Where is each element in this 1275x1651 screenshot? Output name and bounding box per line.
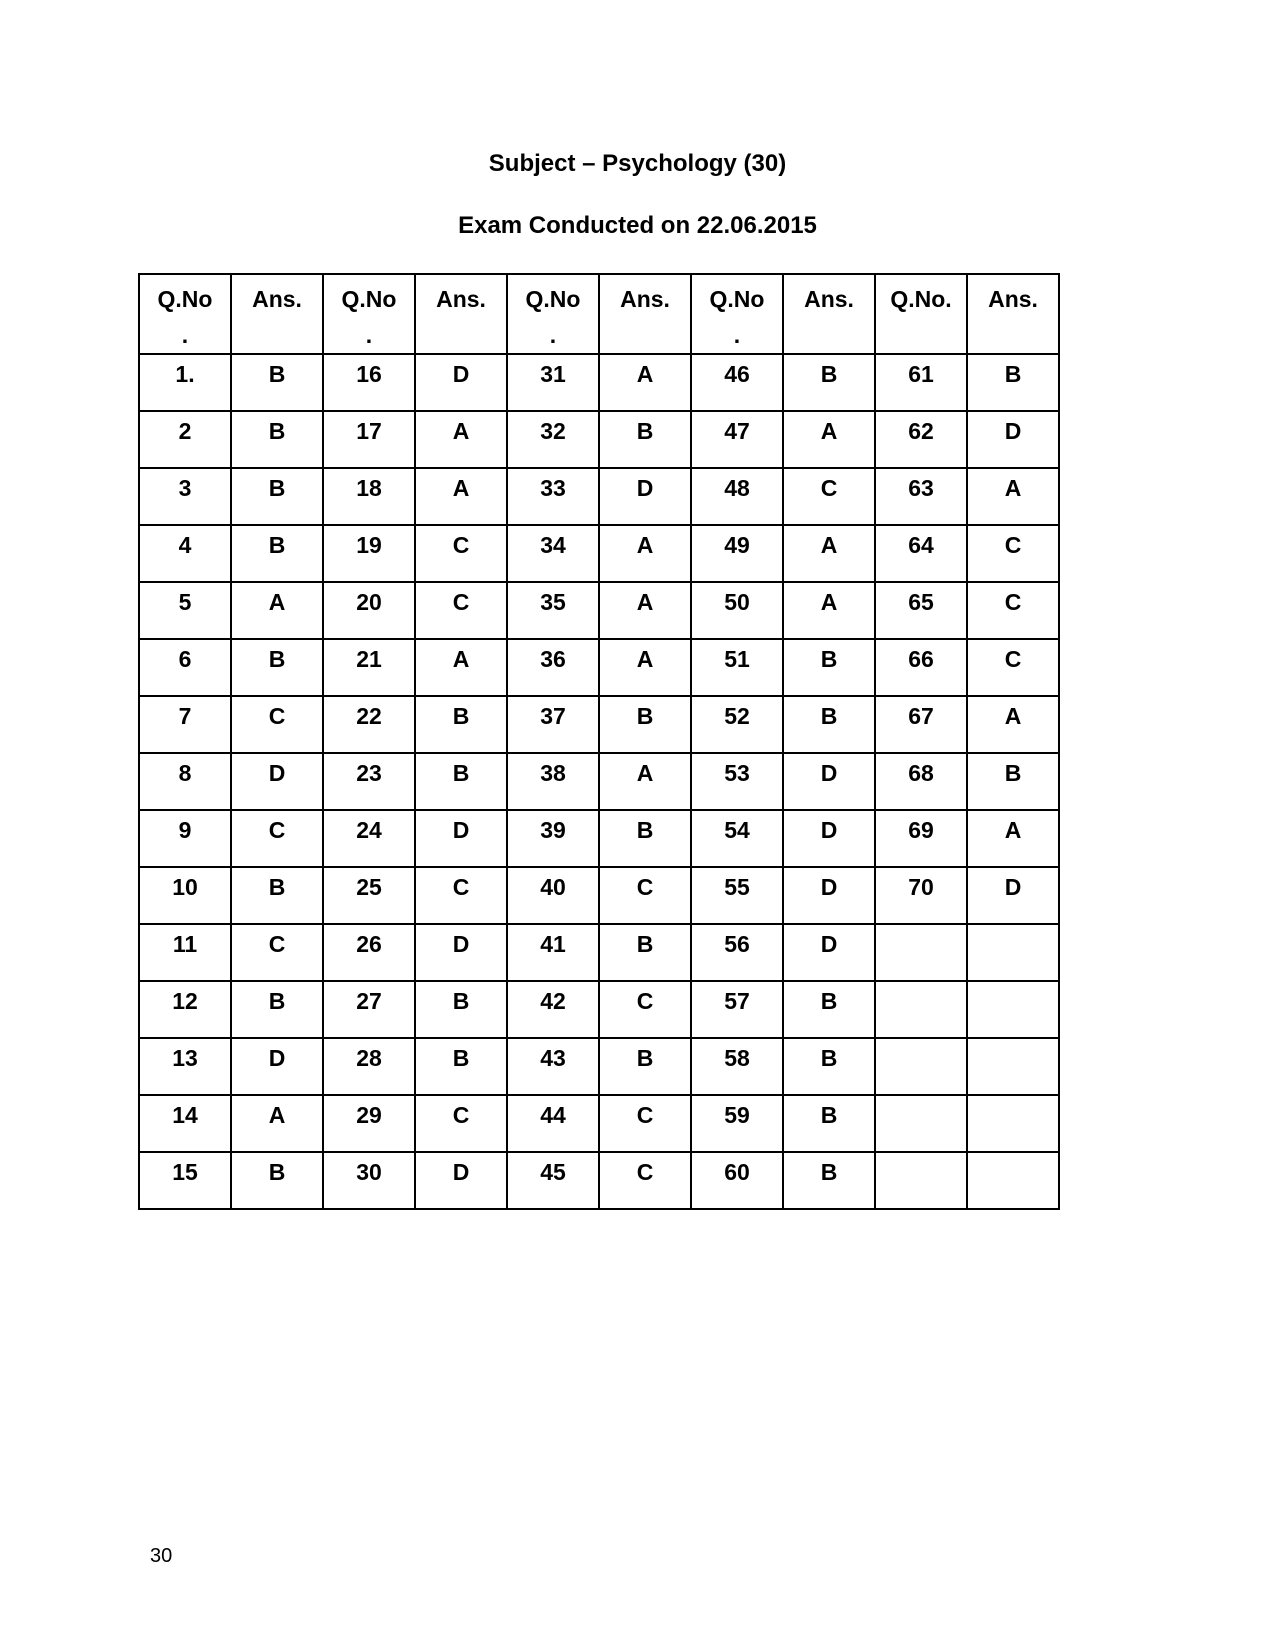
question-number-cell: 65 [875, 582, 967, 639]
answer-cell: D [967, 867, 1059, 924]
answer-cell: A [967, 468, 1059, 525]
answer-cell: A [599, 525, 691, 582]
question-number-cell: 16 [323, 354, 415, 411]
table-row [139, 753, 1059, 810]
answer-cell: A [231, 582, 323, 639]
answer-cell: A [599, 582, 691, 639]
question-number-cell: 36 [507, 639, 599, 696]
answer-cell: A [783, 582, 875, 639]
answer-cell: B [783, 696, 875, 753]
answer-cell: C [967, 639, 1059, 696]
answer-cell: A [967, 810, 1059, 867]
column-header: Ans. [415, 274, 507, 354]
answer-cell: A [783, 411, 875, 468]
answer-cell: D [783, 924, 875, 981]
question-number-cell: 29 [323, 1095, 415, 1152]
answer-key-table [138, 273, 1060, 1210]
answer-cell: C [967, 582, 1059, 639]
answer-cell: B [415, 753, 507, 810]
question-number-cell: 34 [507, 525, 599, 582]
answer-cell: B [231, 981, 323, 1038]
question-number-cell [875, 1095, 967, 1152]
answer-cell: B [599, 924, 691, 981]
answer-cell: B [599, 411, 691, 468]
answer-cell: B [783, 1038, 875, 1095]
table-row [139, 639, 1059, 696]
answer-cell: C [231, 810, 323, 867]
question-number-cell: 38 [507, 753, 599, 810]
table-row [139, 696, 1059, 753]
answer-cell: A [967, 696, 1059, 753]
answer-cell: C [415, 1095, 507, 1152]
answer-cell: D [415, 810, 507, 867]
question-number-cell: 13 [139, 1038, 231, 1095]
question-number-cell: 67 [875, 696, 967, 753]
question-number-cell: 21 [323, 639, 415, 696]
question-number-cell: 10 [139, 867, 231, 924]
question-number-cell: 27 [323, 981, 415, 1038]
question-number-cell: 47 [691, 411, 783, 468]
question-number-cell: 31 [507, 354, 599, 411]
answer-cell: A [783, 525, 875, 582]
question-number-cell: 46 [691, 354, 783, 411]
question-number-cell: 5 [139, 582, 231, 639]
table-row [139, 1152, 1059, 1209]
question-number-cell: 40 [507, 867, 599, 924]
subject-title: Subject – Psychology (30) [488, 150, 787, 177]
answer-cell: D [783, 867, 875, 924]
question-number-cell: 56 [691, 924, 783, 981]
question-number-cell: 7 [139, 696, 231, 753]
answer-cell: B [783, 981, 875, 1038]
table-row [139, 525, 1059, 582]
answer-cell: C [967, 525, 1059, 582]
answer-cell: B [415, 981, 507, 1038]
column-header: Ans. [783, 274, 875, 354]
question-number-cell [875, 1152, 967, 1209]
answer-cell: C [599, 981, 691, 1038]
question-number-cell: 57 [691, 981, 783, 1038]
question-number-cell: 49 [691, 525, 783, 582]
question-number-cell: 60 [691, 1152, 783, 1209]
column-header: Ans. [967, 274, 1059, 354]
question-number-cell: 23 [323, 753, 415, 810]
question-number-cell [875, 1038, 967, 1095]
answer-cell: D [967, 411, 1059, 468]
answer-cell: B [967, 354, 1059, 411]
question-number-cell: 50 [691, 582, 783, 639]
table-row [139, 468, 1059, 525]
answer-key-body [139, 354, 1059, 1209]
answer-cell [967, 981, 1059, 1038]
question-number-cell: 39 [507, 810, 599, 867]
answer-cell: B [231, 468, 323, 525]
question-number-cell [875, 981, 967, 1038]
answer-cell: A [599, 639, 691, 696]
answer-cell: D [783, 753, 875, 810]
answer-cell: C [599, 1152, 691, 1209]
answer-cell [967, 1152, 1059, 1209]
column-header: Ans. [231, 274, 323, 354]
question-number-cell: 53 [691, 753, 783, 810]
answer-cell: D [415, 1152, 507, 1209]
question-number-cell: 61 [875, 354, 967, 411]
question-number-cell: 3 [139, 468, 231, 525]
answer-cell: D [599, 468, 691, 525]
question-number-cell: 25 [323, 867, 415, 924]
answer-cell: A [599, 354, 691, 411]
question-number-cell: 22 [323, 696, 415, 753]
table-row [139, 1095, 1059, 1152]
question-number-cell: 70 [875, 867, 967, 924]
question-number-cell: 55 [691, 867, 783, 924]
answer-cell: B [231, 639, 323, 696]
table-row [139, 582, 1059, 639]
answer-cell: C [415, 867, 507, 924]
question-number-cell: 59 [691, 1095, 783, 1152]
answer-cell: C [231, 924, 323, 981]
question-number-cell: 37 [507, 696, 599, 753]
question-number-cell [875, 924, 967, 981]
question-number-cell: 43 [507, 1038, 599, 1095]
answer-cell: C [415, 525, 507, 582]
answer-cell: C [599, 1095, 691, 1152]
question-number-cell: 63 [875, 468, 967, 525]
column-header: Q.No . [691, 274, 783, 354]
answer-cell: D [415, 354, 507, 411]
answer-cell: A [415, 468, 507, 525]
question-number-cell: 54 [691, 810, 783, 867]
answer-cell: B [783, 1152, 875, 1209]
table-row [139, 354, 1059, 411]
question-number-cell: 18 [323, 468, 415, 525]
answer-cell: B [599, 696, 691, 753]
answer-cell: C [231, 696, 323, 753]
answer-cell: C [783, 468, 875, 525]
question-number-cell: 48 [691, 468, 783, 525]
question-number-cell: 9 [139, 810, 231, 867]
question-number-cell: 44 [507, 1095, 599, 1152]
answer-cell: B [231, 354, 323, 411]
question-number-cell: 64 [875, 525, 967, 582]
question-number-cell: 58 [691, 1038, 783, 1095]
answer-cell: B [783, 639, 875, 696]
question-number-cell: 32 [507, 411, 599, 468]
answer-cell: B [967, 753, 1059, 810]
question-number-cell: 33 [507, 468, 599, 525]
question-number-cell: 28 [323, 1038, 415, 1095]
table-row [139, 411, 1059, 468]
column-header: Ans. [599, 274, 691, 354]
question-number-cell: 12 [139, 981, 231, 1038]
question-number-cell: 66 [875, 639, 967, 696]
answer-cell: D [415, 924, 507, 981]
answer-cell: B [231, 867, 323, 924]
question-number-cell: 35 [507, 582, 599, 639]
answer-cell: A [415, 411, 507, 468]
question-number-cell: 15 [139, 1152, 231, 1209]
answer-cell [967, 1038, 1059, 1095]
answer-cell [967, 924, 1059, 981]
question-number-cell: 4 [139, 525, 231, 582]
answer-cell: D [231, 753, 323, 810]
answer-cell: B [231, 411, 323, 468]
answer-cell: B [415, 696, 507, 753]
exam-date-heading: Exam Conducted on 22.06.2015 [458, 212, 817, 239]
page-number: 30 [150, 1545, 173, 1567]
answer-cell: A [231, 1095, 323, 1152]
question-number-cell: 26 [323, 924, 415, 981]
table-row [139, 810, 1059, 867]
question-number-cell: 6 [139, 639, 231, 696]
answer-cell: D [783, 810, 875, 867]
question-number-cell: 69 [875, 810, 967, 867]
answer-cell: B [599, 810, 691, 867]
header-row [139, 274, 1059, 354]
answer-cell: B [783, 354, 875, 411]
answer-cell: B [231, 525, 323, 582]
table-row [139, 867, 1059, 924]
table-row [139, 981, 1059, 1038]
question-number-cell: 30 [323, 1152, 415, 1209]
column-header: Q.No . [323, 274, 415, 354]
question-number-cell: 41 [507, 924, 599, 981]
question-number-cell: 11 [139, 924, 231, 981]
question-number-cell: 20 [323, 582, 415, 639]
answer-cell: C [415, 582, 507, 639]
question-number-cell: 17 [323, 411, 415, 468]
question-number-cell: 62 [875, 411, 967, 468]
column-header: Q.No . [139, 274, 231, 354]
answer-cell: B [415, 1038, 507, 1095]
answer-cell [967, 1095, 1059, 1152]
column-header: Q.No . [507, 274, 599, 354]
question-number-cell: 52 [691, 696, 783, 753]
answer-cell: C [599, 867, 691, 924]
question-number-cell: 24 [323, 810, 415, 867]
question-number-cell: 1. [139, 354, 231, 411]
question-number-cell: 14 [139, 1095, 231, 1152]
question-number-cell: 45 [507, 1152, 599, 1209]
question-number-cell: 19 [323, 525, 415, 582]
question-number-cell: 8 [139, 753, 231, 810]
column-header: Q.No. [875, 274, 967, 354]
answer-cell: A [599, 753, 691, 810]
answer-cell: B [599, 1038, 691, 1095]
question-number-cell: 2 [139, 411, 231, 468]
answer-cell: A [415, 639, 507, 696]
answer-cell: B [231, 1152, 323, 1209]
table-row [139, 924, 1059, 981]
table-row [139, 1038, 1059, 1095]
question-number-cell: 42 [507, 981, 599, 1038]
answer-cell: B [783, 1095, 875, 1152]
question-number-cell: 51 [691, 639, 783, 696]
answer-cell: D [231, 1038, 323, 1095]
question-number-cell: 68 [875, 753, 967, 810]
